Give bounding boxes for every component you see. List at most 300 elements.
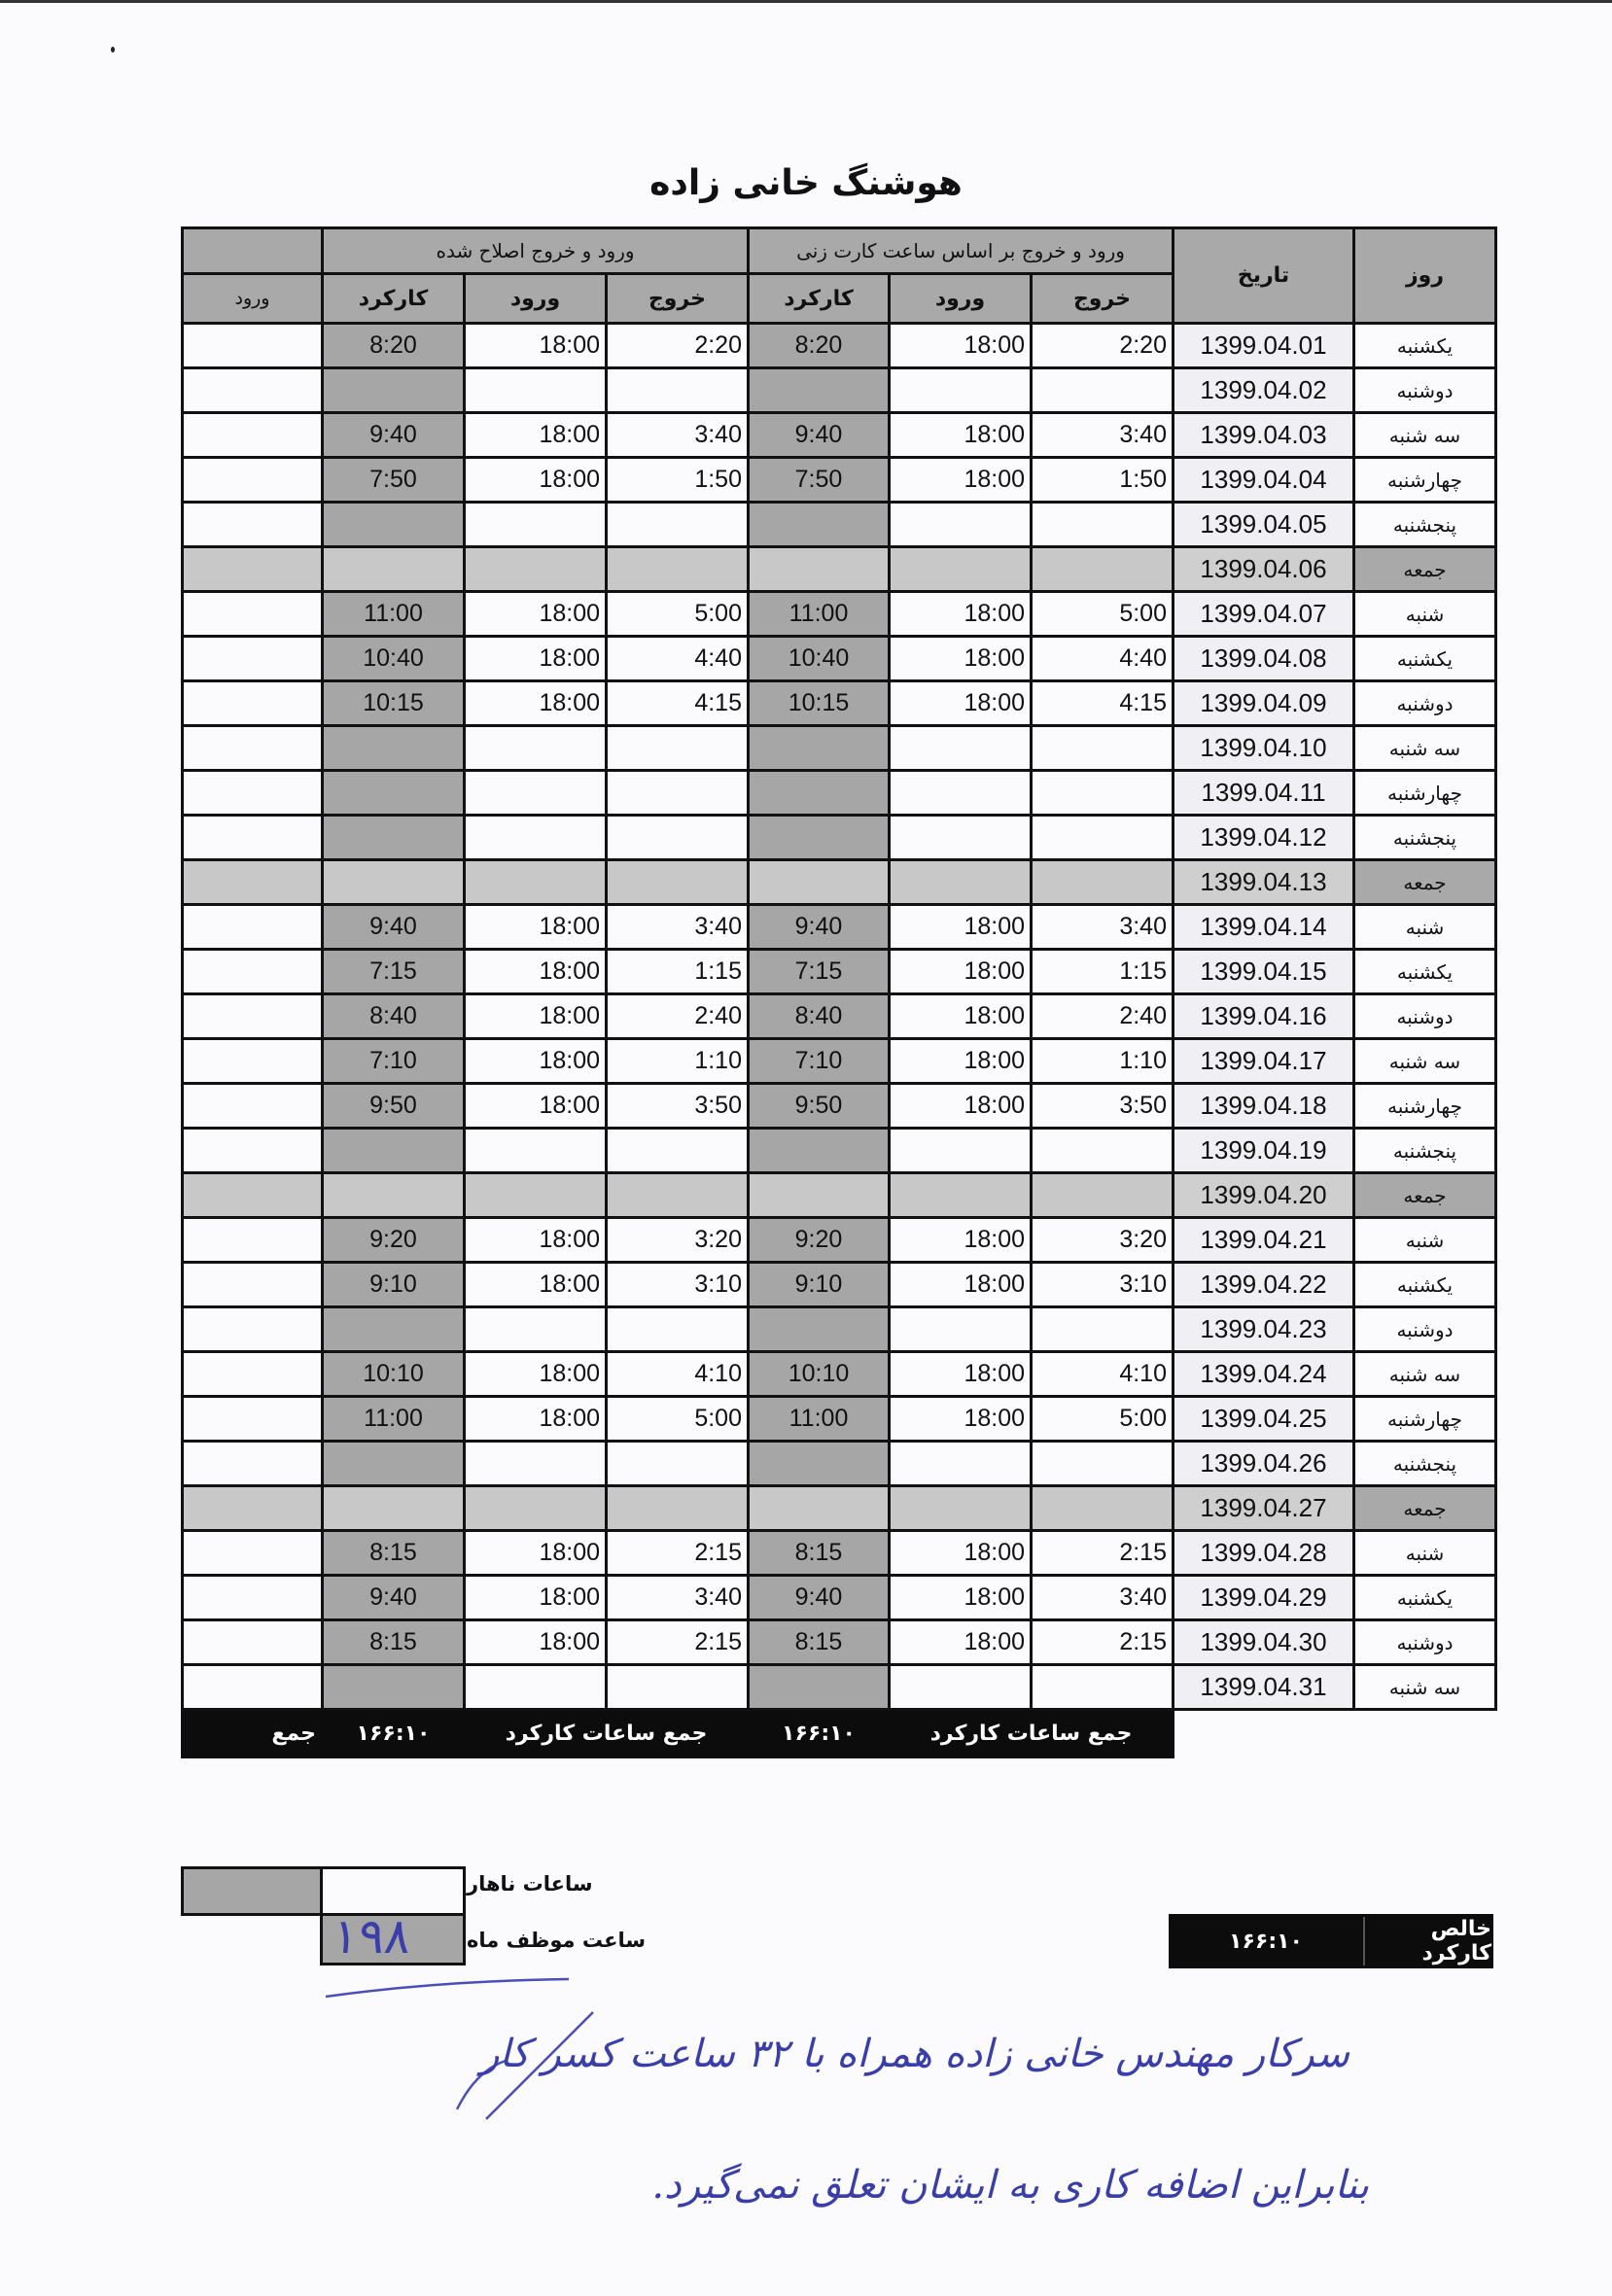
header-day: روز [1354,228,1496,324]
corrected-exit-cell [607,547,749,592]
table-row [183,1442,1496,1486]
corrected-entry-cell: 18:00 [465,592,607,637]
extra-entry-cell [183,324,323,368]
corrected-exit-cell: 5:00 [607,1397,749,1442]
corrected-exit-cell [607,771,749,816]
totals-spacer [1174,1710,1354,1757]
lunch-hours-label: ساعات ناهار [467,1872,593,1896]
day-cell: سه شنبه [1354,413,1496,458]
entry-cell [890,1307,1032,1352]
corrected-worked-cell: 7:10 [323,1039,465,1084]
entry-cell: 18:00 [890,413,1032,458]
table-row [183,413,1496,458]
worked-cell [749,368,890,413]
date-cell: 1399.04.10 [1174,726,1354,771]
totals-spacer [1354,1710,1496,1757]
entry-cell [890,1486,1032,1531]
header-entry: ورود [890,274,1032,324]
exit-cell: 3:10 [1032,1263,1174,1307]
lunch-extra-cell [181,1866,323,1916]
worked-cell [749,1173,890,1218]
date-cell: 1399.04.06 [1174,547,1354,592]
extra-entry-cell [183,1039,323,1084]
extra-entry-cell [183,1263,323,1307]
entry-cell: 18:00 [890,994,1032,1039]
date-cell: 1399.04.22 [1174,1263,1354,1307]
worked-cell: 9:10 [749,1263,890,1307]
header-extra-entry: ورود [183,274,323,324]
worked-cell: 7:10 [749,1039,890,1084]
corrected-exit-cell: 2:20 [607,324,749,368]
date-cell: 1399.04.13 [1174,860,1354,905]
monthly-required-value: ۱۹۸ [329,1908,414,1965]
corrected-entry-cell: 18:00 [465,1397,607,1442]
exit-cell: 4:10 [1032,1352,1174,1397]
header-group-extra [183,228,323,274]
date-cell: 1399.04.23 [1174,1307,1354,1352]
exit-cell [1032,771,1174,816]
corrected-worked-cell [323,816,465,860]
extra-entry-cell [183,1307,323,1352]
table-row [183,1665,1496,1710]
corrected-total-value: ۱۶۶:۱۰ [323,1710,465,1757]
corrected-entry-cell [465,368,607,413]
worked-cell: 8:15 [749,1531,890,1576]
corrected-worked-cell [323,503,465,547]
corrected-exit-cell: 1:15 [607,950,749,994]
header-worked: کارکرد [749,274,890,324]
corrected-exit-cell: 2:15 [607,1620,749,1665]
exit-cell [1032,368,1174,413]
table-row [183,1084,1496,1129]
worked-cell [749,1307,890,1352]
corrected-exit-cell: 1:50 [607,458,749,503]
date-cell: 1399.04.07 [1174,592,1354,637]
corrected-entry-cell: 18:00 [465,324,607,368]
exit-cell [1032,547,1174,592]
table-row [183,1173,1496,1218]
worked-cell [749,547,890,592]
extra-entry-cell [183,816,323,860]
corrected-exit-cell: 3:40 [607,905,749,950]
date-cell: 1399.04.08 [1174,637,1354,681]
table-row [183,1307,1496,1352]
corrected-entry-cell: 18:00 [465,681,607,726]
extra-entry-cell [183,1129,323,1173]
corrected-exit-cell [607,1442,749,1486]
corrected-worked-cell [323,726,465,771]
scan-speck [111,47,115,52]
table-row [183,1218,1496,1263]
corrected-worked-cell [323,1307,465,1352]
worked-cell: 7:15 [749,950,890,994]
handwritten-underline [321,1973,574,2002]
date-cell: 1399.04.19 [1174,1129,1354,1173]
date-cell: 1399.04.09 [1174,681,1354,726]
extra-entry-cell [183,413,323,458]
entry-cell: 18:00 [890,905,1032,950]
table-row [183,860,1496,905]
entry-cell [890,771,1032,816]
net-worked-label: خالص کارکرد [1363,1917,1493,1966]
table-row [183,503,1496,547]
day-cell: پنجشنبه [1354,1129,1496,1173]
date-cell: 1399.04.11 [1174,771,1354,816]
corrected-exit-cell: 2:15 [607,1531,749,1576]
header-corrected-entry: ورود [465,274,607,324]
entry-cell: 18:00 [890,1531,1032,1576]
exit-cell: 2:40 [1032,994,1174,1039]
table-row [183,547,1496,592]
extra-entry-cell [183,950,323,994]
entry-cell [890,1129,1032,1173]
corrected-total-label: جمع ساعات کارکرد [465,1710,749,1757]
day-cell: شنبه [1354,905,1496,950]
corrected-entry-cell: 18:00 [465,1576,607,1620]
corrected-exit-cell [607,1486,749,1531]
corrected-exit-cell [607,1129,749,1173]
entry-cell: 18:00 [890,1576,1032,1620]
date-cell: 1399.04.25 [1174,1397,1354,1442]
table-row [183,592,1496,637]
corrected-exit-cell: 4:15 [607,681,749,726]
entry-cell: 18:00 [890,1084,1032,1129]
corrected-entry-cell [465,1173,607,1218]
corrected-entry-cell: 18:00 [465,413,607,458]
table-row [183,994,1496,1039]
day-cell: دوشنبه [1354,368,1496,413]
corrected-worked-cell: 11:00 [323,1397,465,1442]
worked-cell: 8:20 [749,324,890,368]
corrected-entry-cell [465,1307,607,1352]
day-cell: جمعه [1354,547,1496,592]
table-row [183,368,1496,413]
exit-cell: 2:20 [1032,324,1174,368]
date-cell: 1399.04.29 [1174,1576,1354,1620]
exit-cell [1032,1129,1174,1173]
day-cell: جمعه [1354,1173,1496,1218]
corrected-worked-cell: 7:50 [323,458,465,503]
entry-cell: 18:00 [890,1263,1032,1307]
table-row [183,681,1496,726]
card-total-value: ۱۶۶:۱۰ [749,1710,890,1757]
corrected-exit-cell [607,1173,749,1218]
day-cell: پنجشنبه [1354,503,1496,547]
entry-cell [890,726,1032,771]
entry-cell: 18:00 [890,681,1032,726]
net-worked-value: ۱۶۶:۱۰ [1229,1929,1303,1954]
date-cell: 1399.04.31 [1174,1665,1354,1710]
corrected-exit-cell: 4:40 [607,637,749,681]
extra-entry-cell [183,1665,323,1710]
table-row [183,1263,1496,1307]
date-cell: 1399.04.28 [1174,1531,1354,1576]
corrected-exit-cell: 3:10 [607,1263,749,1307]
date-cell: 1399.04.17 [1174,1039,1354,1084]
entry-cell: 18:00 [890,458,1032,503]
exit-cell: 2:15 [1032,1531,1174,1576]
corrected-worked-cell: 8:40 [323,994,465,1039]
day-cell: یکشنبه [1354,950,1496,994]
day-cell: سه شنبه [1354,1665,1496,1710]
day-cell: چهارشنبه [1354,771,1496,816]
entry-cell [890,816,1032,860]
header-exit: خروج [1032,274,1174,324]
corrected-entry-cell [465,726,607,771]
corrected-worked-cell: 8:15 [323,1620,465,1665]
table-row [183,458,1496,503]
day-cell: جمعه [1354,860,1496,905]
corrected-worked-cell [323,1486,465,1531]
date-cell: 1399.04.12 [1174,816,1354,860]
net-worked-box [1169,1914,1493,1968]
exit-cell: 1:10 [1032,1039,1174,1084]
exit-cell: 5:00 [1032,1397,1174,1442]
extra-entry-cell [183,994,323,1039]
table-row [183,816,1496,860]
date-cell: 1399.04.01 [1174,324,1354,368]
corrected-exit-cell: 3:20 [607,1218,749,1263]
exit-cell [1032,1173,1174,1218]
day-cell: چهارشنبه [1354,458,1496,503]
table-row [183,637,1496,681]
exit-cell: 3:50 [1032,1084,1174,1129]
corrected-exit-cell [607,1307,749,1352]
worked-cell: 9:40 [749,413,890,458]
extra-entry-cell [183,1620,323,1665]
worked-cell: 10:15 [749,681,890,726]
exit-cell: 3:40 [1032,413,1174,458]
entry-cell: 18:00 [890,1620,1032,1665]
corrected-worked-cell [323,547,465,592]
table-row [183,1352,1496,1397]
date-cell: 1399.04.14 [1174,905,1354,950]
corrected-worked-cell [323,368,465,413]
worked-cell: 9:40 [749,1576,890,1620]
extra-entry-cell [183,1442,323,1486]
corrected-entry-cell: 18:00 [465,1531,607,1576]
table-row [183,1576,1496,1620]
day-cell: چهارشنبه [1354,1084,1496,1129]
exit-cell: 2:15 [1032,1620,1174,1665]
corrected-exit-cell: 1:10 [607,1039,749,1084]
corrected-entry-cell [465,1442,607,1486]
exit-cell: 3:40 [1032,905,1174,950]
entry-cell: 18:00 [890,637,1032,681]
header-group-corrected: ورود و خروج اصلاح شده [323,228,749,274]
date-cell: 1399.04.20 [1174,1173,1354,1218]
day-cell: شنبه [1354,592,1496,637]
table-row [183,905,1496,950]
entry-cell [890,503,1032,547]
handwritten-note-line2: بنابراین اضافه کاری به ایشان تعلق نمی‌گیرد. [651,2163,1369,2208]
extra-entry-cell [183,1486,323,1531]
date-cell: 1399.04.21 [1174,1218,1354,1263]
extra-entry-cell [183,1352,323,1397]
corrected-worked-cell: 10:10 [323,1352,465,1397]
day-cell: دوشنبه [1354,1307,1496,1352]
corrected-exit-cell [607,816,749,860]
day-cell: یکشنبه [1354,1263,1496,1307]
extra-entry-cell [183,1397,323,1442]
handwritten-note-line1: سرکار مهندس خانی زاده همراه با ۳۲ ساعت کسر کار [480,2032,1349,2076]
corrected-exit-cell [607,368,749,413]
table-row [183,950,1496,994]
extra-entry-cell [183,1084,323,1129]
corrected-entry-cell: 18:00 [465,637,607,681]
day-cell: یکشنبه [1354,324,1496,368]
worked-cell: 10:40 [749,637,890,681]
exit-cell [1032,1442,1174,1486]
header-group-card-punch: ورود و خروج بر اساس ساعت کارت زنی [749,228,1174,274]
exit-cell: 1:50 [1032,458,1174,503]
corrected-exit-cell [607,503,749,547]
corrected-worked-cell: 9:10 [323,1263,465,1307]
corrected-entry-cell: 18:00 [465,1084,607,1129]
exit-cell: 3:40 [1032,1576,1174,1620]
corrected-entry-cell: 18:00 [465,905,607,950]
exit-cell: 5:00 [1032,592,1174,637]
date-cell: 1399.04.03 [1174,413,1354,458]
day-cell: دوشنبه [1354,1620,1496,1665]
extra-entry-cell [183,368,323,413]
worked-cell [749,726,890,771]
exit-cell: 4:15 [1032,681,1174,726]
date-cell: 1399.04.15 [1174,950,1354,994]
corrected-entry-cell [465,1129,607,1173]
corrected-worked-cell [323,1442,465,1486]
worked-cell [749,771,890,816]
extra-entry-cell [183,637,323,681]
corrected-worked-cell: 9:40 [323,413,465,458]
corrected-entry-cell [465,1665,607,1710]
exit-cell [1032,1665,1174,1710]
corrected-worked-cell [323,1173,465,1218]
date-cell: 1399.04.30 [1174,1620,1354,1665]
worked-cell [749,1129,890,1173]
entry-cell [890,547,1032,592]
table-row [183,771,1496,816]
day-cell: دوشنبه [1354,994,1496,1039]
scan-edge [0,0,1612,3]
date-cell: 1399.04.04 [1174,458,1354,503]
table-row [183,1397,1496,1442]
extra-entry-cell [183,771,323,816]
extra-entry-cell [183,1576,323,1620]
extra-entry-cell [183,726,323,771]
table-row [183,1531,1496,1576]
exit-cell: 3:20 [1032,1218,1174,1263]
extra-entry-cell [183,592,323,637]
corrected-entry-cell: 18:00 [465,1263,607,1307]
worked-cell: 7:50 [749,458,890,503]
corrected-worked-cell: 9:20 [323,1218,465,1263]
worked-cell [749,860,890,905]
table-row [183,1129,1496,1173]
day-cell: یکشنبه [1354,1576,1496,1620]
worked-cell: 9:50 [749,1084,890,1129]
exit-cell: 1:15 [1032,950,1174,994]
date-cell: 1399.04.27 [1174,1486,1354,1531]
corrected-entry-cell [465,860,607,905]
day-cell: سه شنبه [1354,1352,1496,1397]
worked-cell: 11:00 [749,1397,890,1442]
corrected-exit-cell: 3:40 [607,1576,749,1620]
date-cell: 1399.04.16 [1174,994,1354,1039]
corrected-worked-cell: 9:40 [323,1576,465,1620]
header-corrected-worked: کارکرد [323,274,465,324]
corrected-exit-cell [607,726,749,771]
header-date: تاریخ [1174,228,1354,324]
corrected-entry-cell [465,503,607,547]
extra-entry-cell [183,458,323,503]
day-cell: پنجشنبه [1354,816,1496,860]
entry-cell: 18:00 [890,324,1032,368]
entry-cell [890,1442,1032,1486]
table-row [183,1486,1496,1531]
extra-entry-cell [183,860,323,905]
corrected-worked-cell [323,1665,465,1710]
day-cell: سه شنبه [1354,726,1496,771]
corrected-entry-cell [465,816,607,860]
extra-entry-cell [183,547,323,592]
corrected-entry-cell: 18:00 [465,458,607,503]
table-row [183,1620,1496,1665]
entry-cell: 18:00 [890,950,1032,994]
day-cell: جمعه [1354,1486,1496,1531]
corrected-worked-cell: 8:20 [323,324,465,368]
worked-cell [749,1442,890,1486]
corrected-entry-cell: 18:00 [465,950,607,994]
exit-cell: 4:40 [1032,637,1174,681]
day-cell: یکشنبه [1354,637,1496,681]
corrected-exit-cell: 5:00 [607,592,749,637]
date-cell: 1399.04.26 [1174,1442,1354,1486]
corrected-exit-cell: 2:40 [607,994,749,1039]
monthly-required-label: ساعت موظف ماه [467,1929,646,1952]
entry-cell: 18:00 [890,1397,1032,1442]
extra-entry-cell [183,1218,323,1263]
corrected-entry-cell [465,771,607,816]
corrected-entry-cell: 18:00 [465,1039,607,1084]
entry-cell [890,368,1032,413]
exit-cell [1032,816,1174,860]
table-row [183,1039,1496,1084]
corrected-exit-cell [607,1665,749,1710]
entry-cell [890,860,1032,905]
corrected-entry-cell: 18:00 [465,1218,607,1263]
exit-cell [1032,726,1174,771]
corrected-entry-cell [465,1486,607,1531]
corrected-entry-cell: 18:00 [465,1620,607,1665]
card-total-label: جمع ساعات کارکرد [890,1710,1174,1757]
extra-entry-cell [183,1173,323,1218]
date-cell: 1399.04.18 [1174,1084,1354,1129]
corrected-entry-cell: 18:00 [465,994,607,1039]
corrected-worked-cell [323,771,465,816]
worked-cell [749,1665,890,1710]
extra-entry-cell [183,905,323,950]
worked-cell: 9:20 [749,1218,890,1263]
day-cell: دوشنبه [1354,681,1496,726]
corrected-worked-cell: 10:15 [323,681,465,726]
corrected-worked-cell: 11:00 [323,592,465,637]
exit-cell [1032,503,1174,547]
corrected-entry-cell [465,547,607,592]
corrected-worked-cell: 9:40 [323,905,465,950]
worked-cell: 8:15 [749,1620,890,1665]
worked-cell: 9:40 [749,905,890,950]
